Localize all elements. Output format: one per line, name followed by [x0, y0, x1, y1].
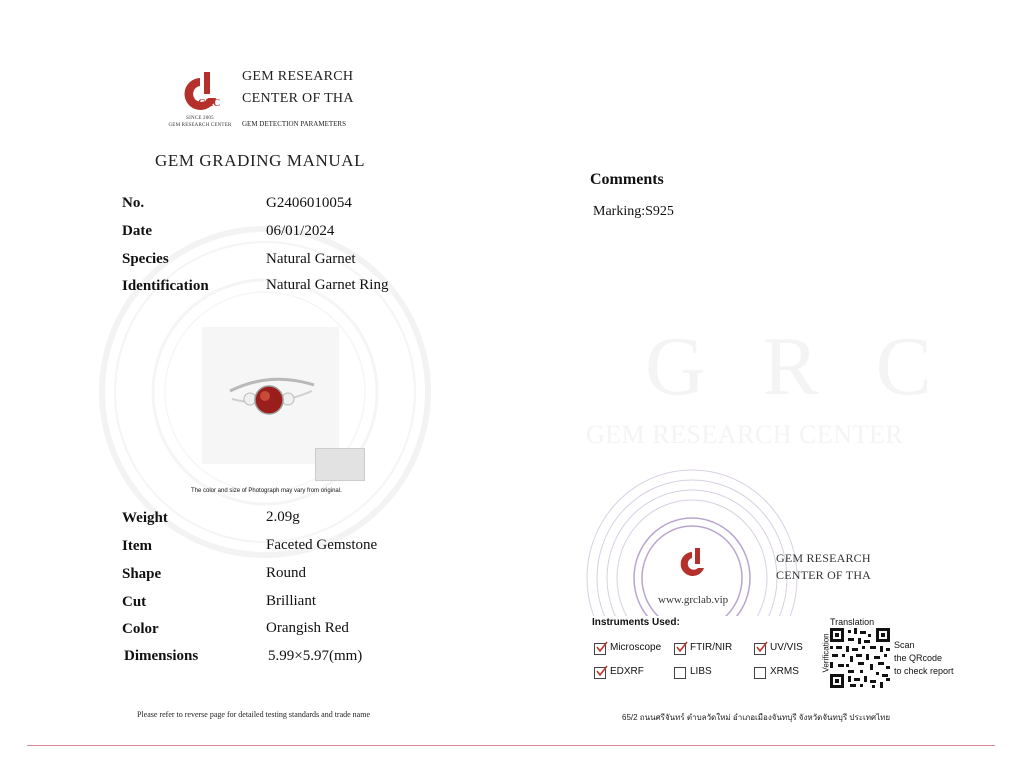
field-label-identification: Identification	[122, 278, 209, 294]
field-value-dimensions: 5.99×5.97(mm)	[268, 648, 363, 664]
field-value-color: Orangish Red	[266, 620, 349, 636]
qr-code-icon[interactable]	[830, 628, 890, 688]
comments-text: Marking:S925	[593, 204, 674, 219]
check-icon	[596, 665, 608, 677]
seal-org-line2: CENTER OF THA	[776, 568, 872, 582]
field-value-species: Natural Garnet	[266, 251, 356, 267]
field-value-shape: Round	[266, 565, 307, 581]
lab-address: 65/2 ถนนศรีจันทร์ ตำบลวัดใหม่ อำเภอเมืองจันทบุรี จังหวัดจันทบุรี ประเทศไทย	[622, 713, 891, 722]
qr-scan-line2: the QRcode	[894, 653, 943, 663]
comments-title: Comments	[590, 171, 664, 188]
qr-translation-label: Translation	[830, 617, 875, 627]
field-value-cut: Brilliant	[266, 593, 316, 609]
instrument-label-uv-vis: UV/VIS	[770, 642, 803, 653]
seal-logo-icon	[676, 548, 710, 580]
qr-scan-line1: Scan	[894, 640, 915, 650]
field-value-date: 06/01/2024	[266, 223, 335, 239]
seal-url: www.grclab.vip	[658, 594, 729, 606]
field-label-color: Color	[122, 621, 159, 637]
grc-logo-icon	[178, 72, 222, 116]
seal-org-line1: GEM RESEARCH	[776, 551, 871, 565]
hologram-sticker	[315, 448, 365, 481]
org-line3: GEM DETECTION PARAMETERS	[242, 120, 346, 128]
instrument-label-xrms: XRMS	[770, 666, 799, 677]
checkbox-edxrf	[594, 667, 606, 679]
instrument-label-ftir-nir: FTIR/NIR	[690, 642, 733, 653]
checkbox-uv-vis	[754, 643, 766, 655]
field-label-species: Species	[122, 251, 169, 267]
field-label-no: No.	[122, 195, 145, 211]
instrument-label-edxrf: EDXRF	[610, 666, 644, 677]
ring-photo	[202, 327, 339, 464]
ring-image	[202, 327, 339, 464]
checkbox-libs	[674, 667, 686, 679]
field-label-cut: Cut	[122, 594, 147, 610]
field-value-weight: 2.09g	[266, 509, 300, 525]
checkbox-xrms	[754, 667, 766, 679]
footer-note: Please refer to reverse page for detailed testing standards and trade name	[137, 710, 371, 719]
qr-scan-line3: to check report	[894, 666, 954, 676]
field-label-weight: Weight	[122, 510, 168, 526]
org-line2: CENTER OF THA	[242, 91, 354, 106]
check-icon	[756, 641, 768, 653]
checkbox-ftir-nir	[674, 643, 686, 655]
manual-title: GEM GRADING MANUAL	[155, 151, 366, 170]
field-label-shape: Shape	[122, 566, 162, 582]
bottom-divider	[27, 745, 995, 746]
checkbox-microscope	[594, 643, 606, 655]
instruments-title: Instruments Used:	[592, 617, 680, 628]
field-label-item: Item	[122, 538, 152, 554]
field-value-no: G2406010054	[266, 195, 352, 211]
logo-since: SINCE 2005	[186, 116, 214, 121]
org-line1: GEM RESEARCH	[242, 69, 354, 84]
watermark-subtitle: GEM RESEARCH CENTER	[586, 420, 904, 449]
instrument-label-microscope: Microscope	[610, 642, 662, 653]
qr-verification-label: Verification	[821, 633, 831, 673]
check-icon	[676, 641, 688, 653]
instrument-label-libs: LIBS	[690, 666, 712, 677]
field-label-date: Date	[122, 223, 152, 239]
field-label-dimensions: Dimensions	[124, 648, 199, 664]
field-value-item: Faceted Gemstone	[266, 537, 378, 553]
logo-text: GRC	[198, 98, 221, 109]
watermark-grc: G R C	[645, 320, 950, 413]
check-icon	[596, 641, 608, 653]
photo-caption: The color and size of Photograph may vary from original.	[191, 488, 342, 494]
field-value-identification: Natural Garnet Ring	[266, 277, 389, 293]
logo-center: GEM RESEARCH CENTER	[168, 123, 232, 128]
